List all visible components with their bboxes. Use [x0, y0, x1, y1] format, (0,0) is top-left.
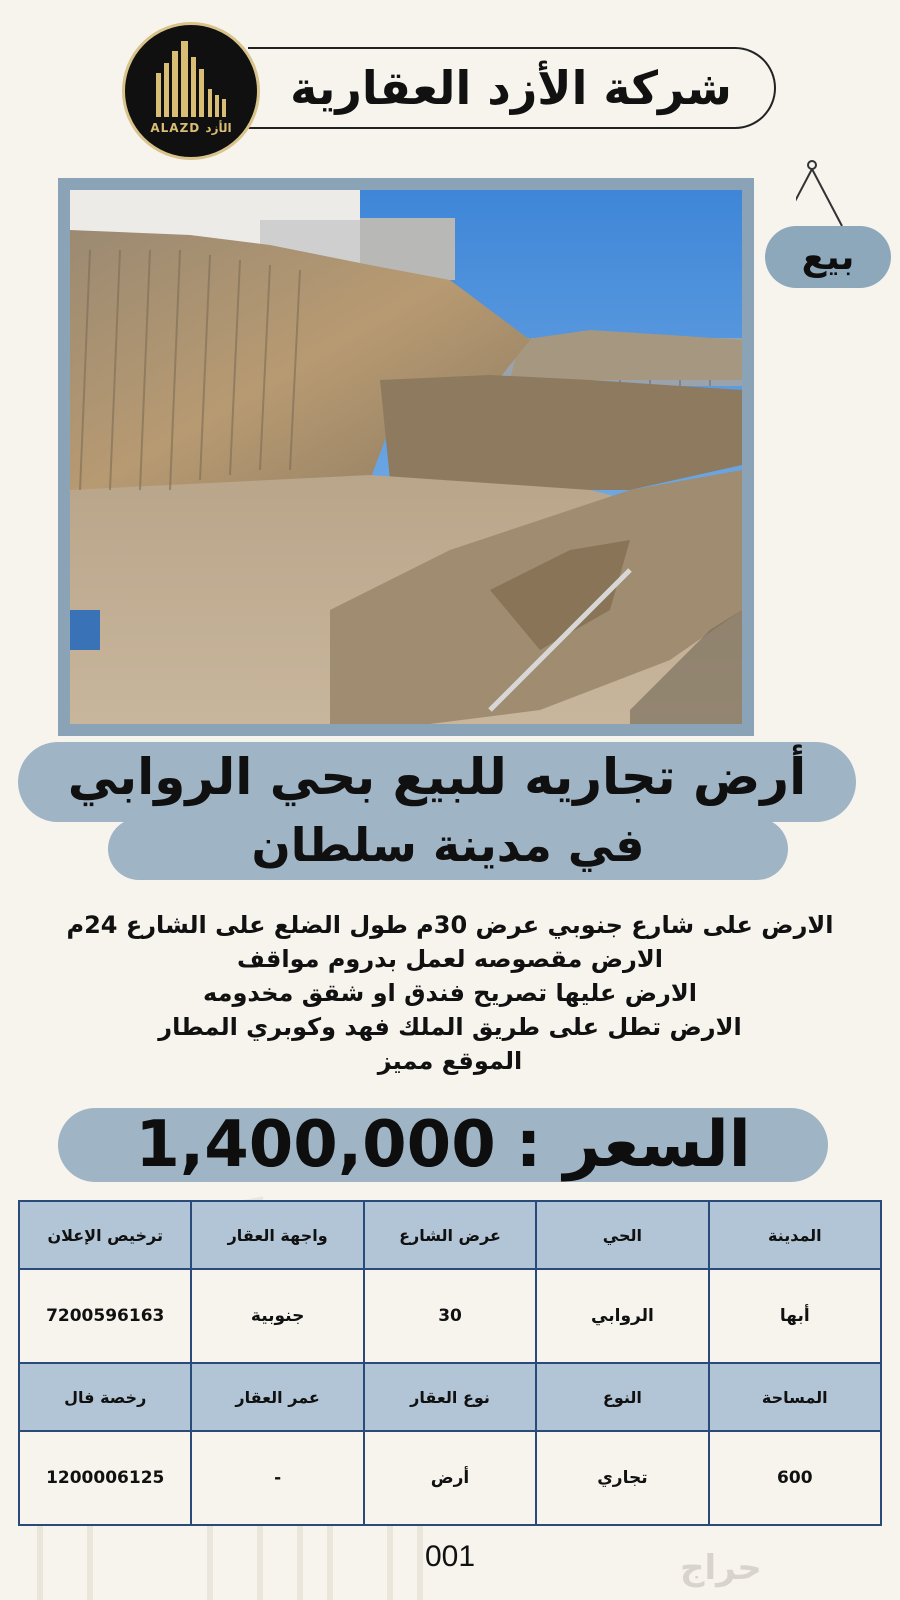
property-photo-frame: [58, 178, 754, 736]
table-cell: 30: [364, 1269, 536, 1363]
table-cell: 7200596163: [19, 1269, 191, 1363]
table-header-row: [19, 1201, 881, 1269]
building-logo-icon: [150, 39, 236, 121]
land-photo: [70, 190, 742, 724]
desc-line-3: الارض عليها تصريح فندق او شقق مخدومه: [203, 979, 697, 1007]
desc-line-1: الارض على شارع جنوبي عرض 30م طول الضلع على الشارع 24م: [66, 911, 834, 939]
company-name: شركة الأزد العقارية: [290, 61, 732, 115]
table-header-row: [19, 1363, 881, 1431]
table-cell: تجاري: [536, 1431, 708, 1525]
logo-text: ALAZD الأزد: [150, 121, 232, 135]
table-cell: أرض: [364, 1431, 536, 1525]
table-cell: 1200006125: [19, 1431, 191, 1525]
table-header-cell: واجهة العقار: [191, 1201, 363, 1269]
table-row: [19, 1431, 881, 1525]
table-header-cell: المساحة: [709, 1363, 881, 1431]
listing-number: 001: [424, 1540, 476, 1573]
table-header-cell: النوع: [536, 1363, 708, 1431]
sale-tag-label: بيع: [801, 236, 855, 278]
table-cell: -: [191, 1431, 363, 1525]
desc-line-2: الارض مقصوصه لعمل بدروم مواقف: [237, 945, 663, 973]
table-header-cell: عمر العقار: [191, 1363, 363, 1431]
table-cell: أبها: [709, 1269, 881, 1363]
table-header-cell: المدينة: [709, 1201, 881, 1269]
price-value: 1,400,000: [135, 1108, 496, 1182]
hanging-string: [796, 160, 856, 230]
desc-line-4: الارض تطل على طريق الملك فهد وكوبري المطار: [158, 1013, 742, 1041]
table-cell: الروابي: [536, 1269, 708, 1363]
table-cell: جنوبية: [191, 1269, 363, 1363]
listing-title-line1: أرض تجاريه للبيع بحي الروابي: [67, 748, 807, 806]
property-details-table: [18, 1200, 882, 1526]
price-banner: [58, 1108, 828, 1182]
table-header-cell: رخصة فال: [19, 1363, 191, 1431]
watermark: حراج: [680, 1548, 762, 1588]
table-row: [19, 1269, 881, 1363]
company-name-banner: [248, 47, 776, 129]
table-header-cell: ترخيص الإعلان: [19, 1201, 191, 1269]
desc-line-5: الموقع مميز: [377, 1047, 523, 1075]
company-logo: [122, 22, 260, 160]
price-label: السعر :: [515, 1108, 751, 1182]
table-cell: 600: [709, 1431, 881, 1525]
table-header-cell: الحي: [536, 1201, 708, 1269]
listing-title-line2: في مدينة سلطان: [251, 818, 645, 872]
table-header-cell: عرض الشارع: [364, 1201, 536, 1269]
table-header-cell: نوع العقار: [364, 1363, 536, 1431]
sale-tag: [765, 226, 891, 288]
